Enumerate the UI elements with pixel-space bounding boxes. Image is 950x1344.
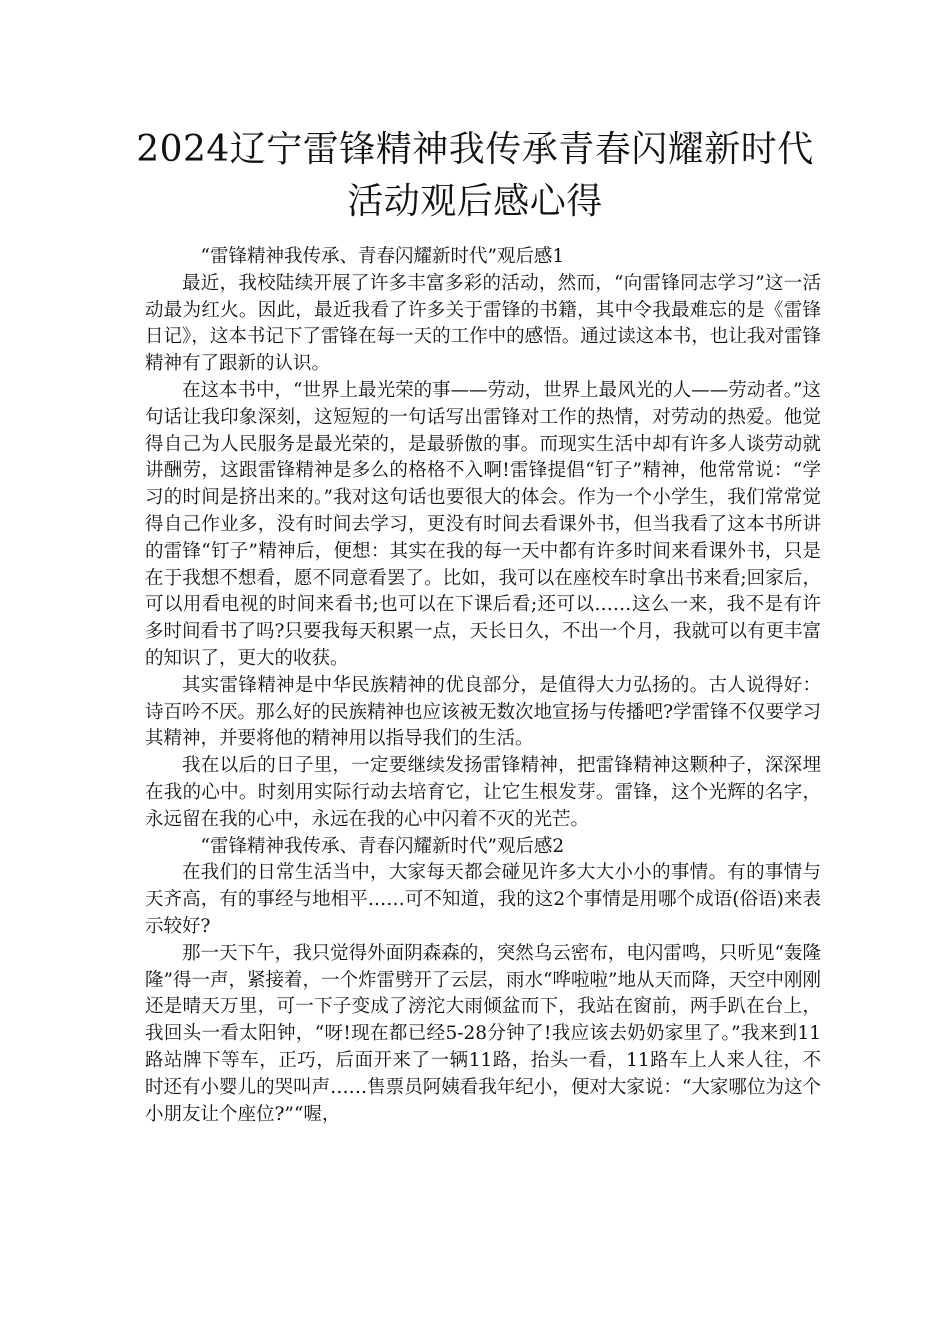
paragraph: 在这本书中，“世界上最光荣的事——劳动，世界上最风光的人——劳动者。”这句话让我印象深刻，这短短的一句话写出雷锋对工作的热情，对劳动的热爱。他觉得自己为人民服务是最光荣的，是最骄傲的事。而现实生活中却有许多人谈劳动就讲酬劳，这跟雷锋精神是多么的格格不入啊!雷锋提倡“钉子”精神，他常常说：“学习的时间是挤出来的。”我对这句话也要很大的体会。作为一个小学生，我们常常觉得自己作业多，没有时间去学习，更没有时间去看课外书，但当我看了这本书所讲的雷锋“钉子”精神后，便想：其实在我的每一天中都有许多时间来看课外书，只是在于我想不想看，愿不同意看罢了。比如，我可以在座校车时拿出书来看;回家后，可以用看电视的时间来看书;也可以在下课后看;还可以……这么一来，我不是有许多时间看书了吗?只要我每天积累一点，天长日久，不出一个月，我就可以有更丰富的知识了，更大的收获。	[145, 379, 821, 669]
document-body	[145, 244, 821, 1128]
paragraph: 最近，我校陆续开展了许多丰富多彩的活动，然而，“向雷锋同志学习”这一活动最为红火。因此，最近我看了许多关于雷锋的书籍，其中令我最难忘的是《雷锋日记》，这本书记下了雷锋在每一天的工作中的感悟。通过读这本书，也让我对雷锋精神有了跟新的认识。	[145, 272, 821, 375]
section-heading-1: “雷锋精神我传承、青春闪耀新时代”观后感1	[200, 246, 565, 267]
paragraph: 在我们的日常生活当中，大家每天都会碰见许多大大小小的事情。有的事情与天齐高，有的事经与地相平……可不知道，我的这2个事情是用哪个成语(俗语)来表示较好?	[145, 862, 821, 937]
title-line-1: 2024辽宁雷锋精神我传承青春闪耀新时代	[136, 129, 814, 170]
paragraph: 那一天下午，我只觉得外面阴森森的，突然乌云密布，电闪雷鸣，只听见“轰隆隆”得一声，紧接着，一个炸雷劈开了云层，雨水“哗啦啦”地从天而降，天空中刚刚还是晴天万里，可一下子变成了滂沱大雨倾盆而下，我站在窗前，两手趴在台上，我回头一看太阳钟，“呀!现在都已经5-28分钟了!我应该去奶奶家里了。”我来到11路站牌下等车，正巧，后面开来了一辆11路，抬头一看，11路车上人来人往，不时还有小婴儿的哭叫声……售票员阿姨看我年纪小，便对大家说：“大家哪位为这个小朋友让个座位?”“喔，	[145, 942, 821, 1125]
paragraph: 我在以后的日子里，一定要继续发扬雷锋精神，把雷锋精神这颗种子，深深埋在我的心中。时刻用实际行动去培育它，让它生根发芽。雷锋，这个光辉的名字，永远留在我的心中，永远在我的心中闪着不灭的光芒。	[145, 755, 821, 830]
paragraph: 其实雷锋精神是中华民族精神的优良部分，是值得大力弘扬的。古人说得好：诗百吟不厌。那么好的民族精神也应该被无数次地宣扬与传播吧?学雷锋不仅要学习其精神，并要将他的精神用以指导我们的生活。	[145, 674, 821, 750]
document-title	[120, 124, 830, 228]
section-heading-2: “雷锋精神我传承、青春闪耀新时代”观后感2	[200, 835, 565, 857]
title-line-2: 活动观后感心得	[347, 181, 603, 222]
